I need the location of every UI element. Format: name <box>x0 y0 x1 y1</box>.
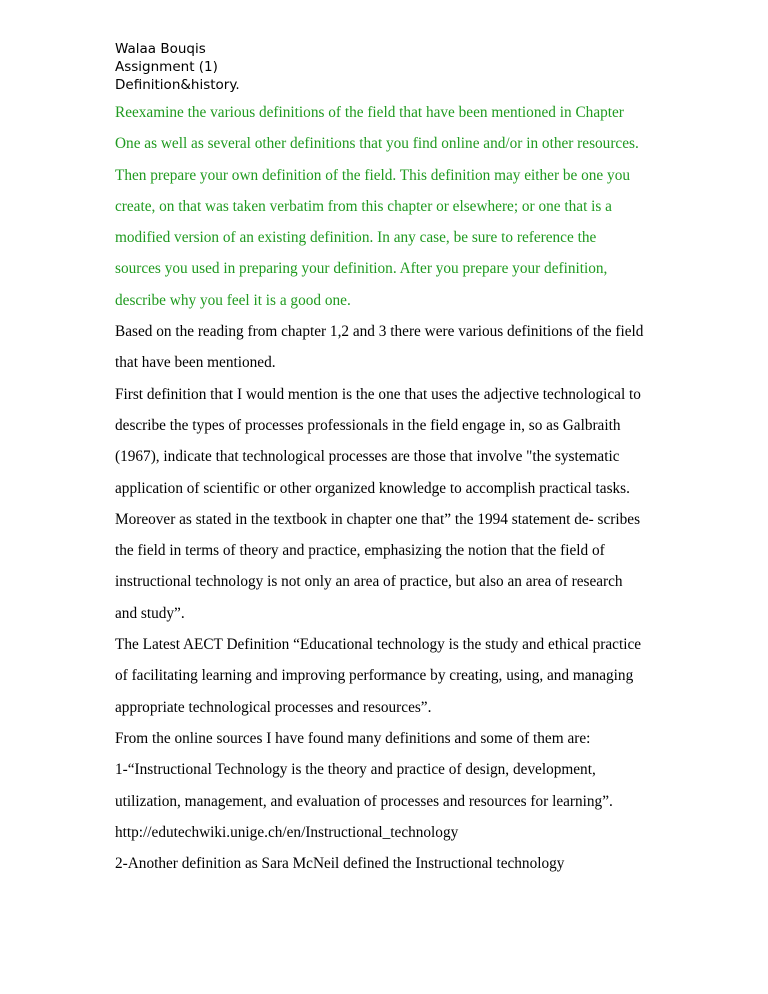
document-body <box>115 97 755 879</box>
answer-line: application of scientific or other organized knowledge to accomplish practical tasks. <box>115 479 630 497</box>
prompt-line: modified version of an existing definition. In any case, be sure to reference the <box>115 229 597 247</box>
assignment-label: Assignment (1) <box>115 59 218 75</box>
answer-line: appropriate technological processes and resources”. <box>115 698 432 716</box>
prompt-line: sources you used in preparing your definition. After you prepare your definition, <box>115 260 608 278</box>
answer-line: describe the types of processes professionals in the field engage in, so as Galbraith <box>115 416 621 434</box>
answer-line: the field in terms of theory and practice, emphasizing the notion that the field of <box>115 542 605 560</box>
answer-line: The Latest AECT Definition “Educational technology is the study and ethical practice <box>115 636 642 654</box>
answer-text <box>115 316 755 879</box>
assignment-topic: Definition&history. <box>115 77 240 93</box>
prompt-line: Then prepare your own definition of the field. This definition may either be one you <box>115 166 630 184</box>
answer-line: of facilitating learning and improving performance by creating, using, and managing <box>115 667 634 685</box>
answer-line: that have been mentioned. <box>115 354 276 372</box>
answer-line: instructional technology is not only an area of practice, but also an area of research <box>115 573 623 591</box>
prompt-line: Reexamine the various definitions of the field that have been mentioned in Chapter <box>115 104 624 121</box>
answer-line: 2-Another definition as Sara McNeil defined the Instructional technology <box>115 855 565 873</box>
answer-line: Moreover as stated in the textbook in chapter one that” the 1994 statement de- scribes <box>115 510 641 528</box>
answer-line: From the online sources I have found many definitions and some of them are: <box>115 729 591 747</box>
answer-line: First definition that I would mention is the one that uses the adjective technological to <box>115 385 641 403</box>
document-header <box>115 40 240 94</box>
author-name: Walaa Bouqis <box>115 41 206 57</box>
assignment-prompt <box>115 97 755 316</box>
prompt-line: create, on that was taken verbatim from this chapter or elsewhere; or one that is a <box>115 197 612 215</box>
answer-line: Based on the reading from chapter 1,2 and 3 there were various definitions of the field <box>115 323 644 341</box>
answer-line: (1967), indicate that technological processes are those that involve "the systematic <box>115 448 620 466</box>
answer-line: 1-“Instructional Technology is the theory and practice of design, development, <box>115 761 596 779</box>
prompt-line: One as well as several other definitions that you find online and/or in other resources. <box>115 135 639 153</box>
prompt-line: describe why you feel it is a good one. <box>115 291 351 309</box>
answer-line: and study”. <box>115 604 185 622</box>
source-link: http://edutechwiki.unige.ch/en/Instructional_technology <box>115 823 459 841</box>
answer-line: utilization, management, and evaluation of processes and resources for learning”. <box>115 792 613 810</box>
